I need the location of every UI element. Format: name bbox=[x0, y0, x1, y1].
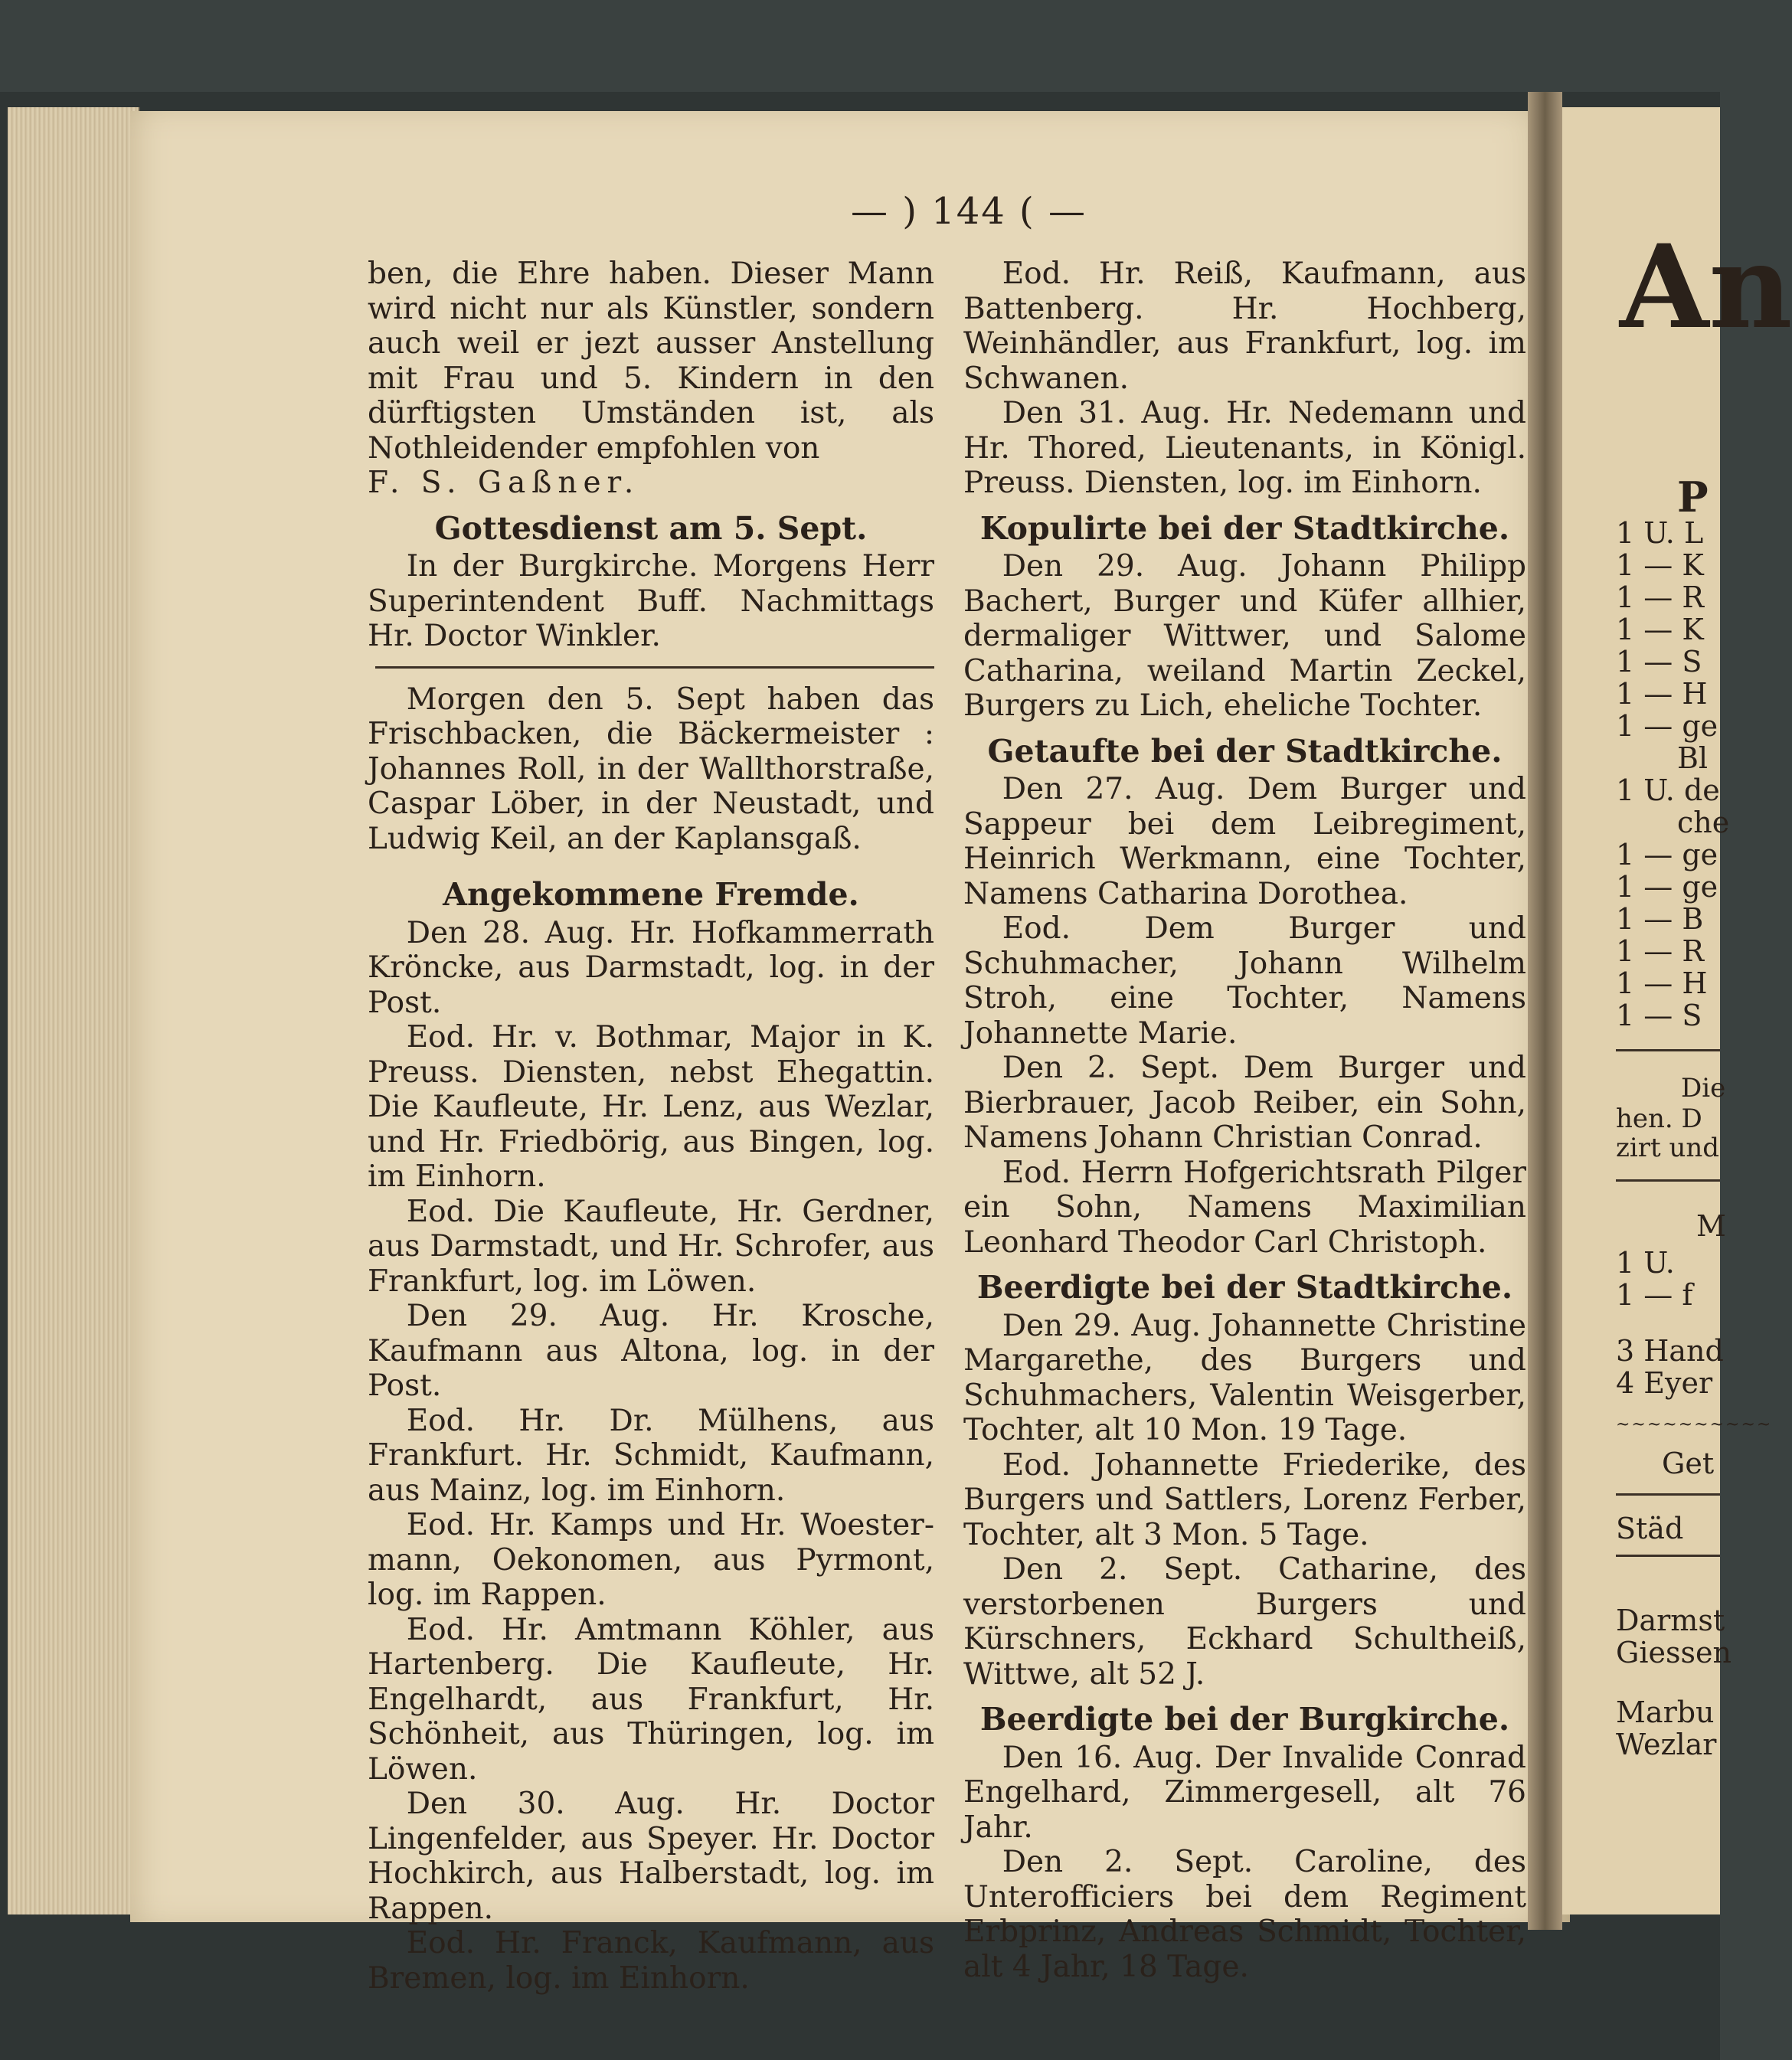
next-page-list-item: 1 — K bbox=[1616, 548, 1704, 582]
gottesdienst-heading: Gottesdienst am 5. Sept. bbox=[434, 509, 868, 547]
next-page-fragment: Get bbox=[1662, 1447, 1715, 1480]
kopulirte-heading: Kopulirte bei der Stadtkirche. bbox=[979, 509, 1510, 547]
getaufte-heading: Getaufte bei der Stadtkirche. bbox=[987, 732, 1503, 770]
next-page-list-item: 1 — ge bbox=[1616, 870, 1718, 904]
page-header: — ) 144 ( — bbox=[850, 190, 1087, 233]
book-gutter bbox=[1528, 92, 1562, 1930]
beerdigte-entry: Eod. Johannette Friederike, des Burgers und Sattlers, Lorenz Ferber, Tochter, alt 3 Mon. 5 Tage. bbox=[963, 1447, 1526, 1552]
next-page-fragment: Darmst bbox=[1616, 1604, 1725, 1637]
fremde-entry: Eod. Hr. Franck, Kaufmann, aus Bremen, log. im Einhorn. bbox=[368, 1926, 934, 1996]
getaufte-entry: Den 27. Aug. Dem Burger und Sappeur bei dem Leibregiment, Heinrich Werkmann, eine Tochter, Namens Catharina Dorothea. bbox=[963, 772, 1526, 911]
beerdigte-entry: Den 2. Sept. Caroline, des Unterofficiers bei dem Regiment Erbprinz, Andreas Schmidt, Tochter, alt 4 Jahr, 18 Tage. bbox=[963, 1845, 1526, 1984]
next-page-title: An bbox=[1620, 220, 1792, 355]
next-page-list-item: 1 — S bbox=[1616, 645, 1702, 678]
page-edges bbox=[8, 107, 139, 1914]
next-page-list-item: 1 U. L bbox=[1616, 516, 1704, 550]
next-page-list-item: che bbox=[1677, 806, 1730, 839]
next-page-list-item: 1 U. de bbox=[1616, 773, 1720, 807]
beerdigte-stadt-heading: Beerdigte bei der Stadtkirche. bbox=[976, 1269, 1513, 1306]
next-page-list-item: 1 — H bbox=[1616, 966, 1708, 1000]
ornament-rule: ~~~~~~~~~~ bbox=[1616, 1415, 1773, 1434]
getaufte-entry: Eod. Dem Burger und Schuhmacher, Johann Wilhelm Stroh, eine Tochter, Namens Johannette Marie. bbox=[963, 911, 1526, 1051]
next-page-fragment: Städ bbox=[1616, 1512, 1684, 1545]
intro-paragraph: ben, die Ehre haben. Dieser Mann wird nicht nur als Künstler, sondern auch weil er jezt ausser Anstellung mit Frau und 5. Kindern in den dürftigsten Umständen ist, als Nothleidender empfohlen von bbox=[368, 257, 934, 466]
next-page-list-item: 1 — R bbox=[1616, 934, 1704, 968]
fremde-entry: Den 30. Aug. Hr. Doctor Lingenfelder, aus Speyer. Hr. Doctor Hochkirch, aus Halberstadt, log. im Rappen. bbox=[368, 1787, 934, 1926]
beerdigte-burg-heading: Beerdigte bei der Burgkirche. bbox=[979, 1701, 1510, 1738]
fremde-entry: Eod. Hr. v. Bothmar, Major in K. Preuss. Diensten, nebst Ehegattin. Die Kaufleute, Hr. Lenz, aus Wezlar, und Hr. Friedbörig, aus Bingen, log. im Einhorn. bbox=[368, 1020, 934, 1194]
next-page-list-item: 1 — H bbox=[1616, 677, 1708, 711]
next-page-fragment: Giessen bbox=[1616, 1636, 1732, 1669]
next-page-fragment: Wezlar bbox=[1616, 1728, 1717, 1761]
frischbacken-text: Morgen den 5. Sept haben das Frischbacken, die Bäckermeister : Johannes Roll, in der Wallthorstraße, Caspar Löber, in der Neustadt, und Ludwig Keil, an der Kaplansgaß. bbox=[368, 682, 934, 856]
fremde-entry: Den 28. Aug. Hr. Hofkammerrath Kröncke, aus Darmstadt, log. in der Post. bbox=[368, 915, 934, 1020]
getaufte-entry: Eod. Herrn Hofgerichtsrath Pilger ein Sohn, Namens Maximilian Leonhard Theodor Carl Christoph. bbox=[963, 1155, 1526, 1260]
next-page-note: hen. D bbox=[1616, 1104, 1702, 1134]
fremde-entry: Eod. Die Kaufleute, Hr. Gerdner, aus Darmstadt, und Hr. Schrofer, aus Frankfurt, log. im Löwen. bbox=[368, 1194, 934, 1299]
fremde-entry: Den 29. Aug. Hr. Krosche, Kaufmann aus Altona, log. in der Post. bbox=[368, 1299, 934, 1403]
next-page-fragment: 1 — f bbox=[1616, 1278, 1693, 1312]
next-page-fragment: 3 Hand bbox=[1616, 1334, 1724, 1368]
next-page-section: P bbox=[1677, 472, 1709, 522]
beerdigte-entry: Den 2. Sept. Catharine, des verstorbenen Burgers und Kürschners, Eckhard Schultheiß, Wittwe, alt 52 J. bbox=[963, 1552, 1526, 1692]
fremde-entry: Eod. Hr. Reiß, Kaufmann, aus Battenberg. Hr. Hochberg, Weinhändler, aus Frankfurt, log. im Schwanen. bbox=[963, 257, 1526, 396]
next-page-rule bbox=[1616, 1049, 1720, 1051]
next-page-rule bbox=[1616, 1555, 1720, 1557]
fremde-entry: Eod. Hr. Dr. Mülhens, aus Frankfurt. Hr. Schmidt, Kaufmann, aus Mainz, log. im Einhorn. bbox=[368, 1403, 934, 1508]
right-column bbox=[963, 257, 1526, 1984]
next-page-list-item: Bl bbox=[1677, 741, 1709, 775]
next-page-rule bbox=[1616, 1179, 1720, 1182]
fremde-entry: Eod. Hr. Amtmann Köhler, aus Hartenberg. Die Kaufleute, Hr. Engelhardt, aus Frankfurt, Hr. Schönheit, aus Thüringen, log. im Löwen. bbox=[368, 1612, 934, 1787]
signature: F. S. Gaßner. bbox=[368, 466, 640, 500]
next-page-rule bbox=[1616, 1493, 1720, 1496]
next-page-note: Die bbox=[1681, 1073, 1726, 1104]
beerdigte-entry: Den 16. Aug. Der Invalide Conrad Engelhard, Zimmergesell, alt 76 Jahr. bbox=[963, 1740, 1526, 1845]
next-page-fragment: M bbox=[1696, 1209, 1726, 1243]
kopulirte-entry: Den 29. Aug. Johann Philipp Bachert, Burger und Küfer allhier, dermaliger Wittwer, und Salome Catharina, weiland Martin Zeckel, Burgers zu Lich, eheliche Tochter. bbox=[963, 549, 1526, 723]
beerdigte-entry: Den 29. Aug. Johannette Christine Margarethe, des Burgers und Schuhmachers, Valentin Weisgerber, Tochter, alt 10 Mon. 19 Tage. bbox=[963, 1308, 1526, 1447]
fremde-heading: Angekommene Fremde. bbox=[443, 876, 859, 913]
divider bbox=[375, 666, 934, 669]
next-page-list-item: 1 — ge bbox=[1616, 709, 1718, 743]
gottesdienst-text: In der Burgkirche. Morgens Herr Superintendent Buff. Nachmittags Hr. Doctor Winkler. bbox=[368, 549, 934, 653]
next-page-list-item: 1 — R bbox=[1616, 580, 1704, 614]
next-page-list-item: 1 — K bbox=[1616, 613, 1704, 646]
left-column bbox=[368, 257, 934, 1996]
fremde-entry: Den 31. Aug. Hr. Nedemann und Hr. Thored, Lieutenants, in Königl. Preuss. Diensten, log. im Einhorn. bbox=[963, 396, 1526, 500]
next-page-list-item: 1 — ge bbox=[1616, 838, 1718, 871]
next-page-list-item: 1 — S bbox=[1616, 999, 1702, 1032]
next-page-note: zirt und bbox=[1616, 1133, 1720, 1163]
next-page-fragment: Marbu bbox=[1616, 1695, 1715, 1729]
next-page-fragment: 4 Eyer bbox=[1616, 1366, 1713, 1400]
getaufte-entry: Den 2. Sept. Dem Burger und Bierbrauer, Jacob Reiber, ein Sohn, Namens Johann Christian Conrad. bbox=[963, 1051, 1526, 1155]
next-page-list-item: 1 — B bbox=[1616, 902, 1704, 936]
fremde-entry: Eod. Hr. Kamps und Hr. Woester-mann, Oekonomen, aus Pyrmont, log. im Rappen. bbox=[368, 1508, 934, 1612]
next-page-fragment: 1 U. bbox=[1616, 1246, 1675, 1280]
